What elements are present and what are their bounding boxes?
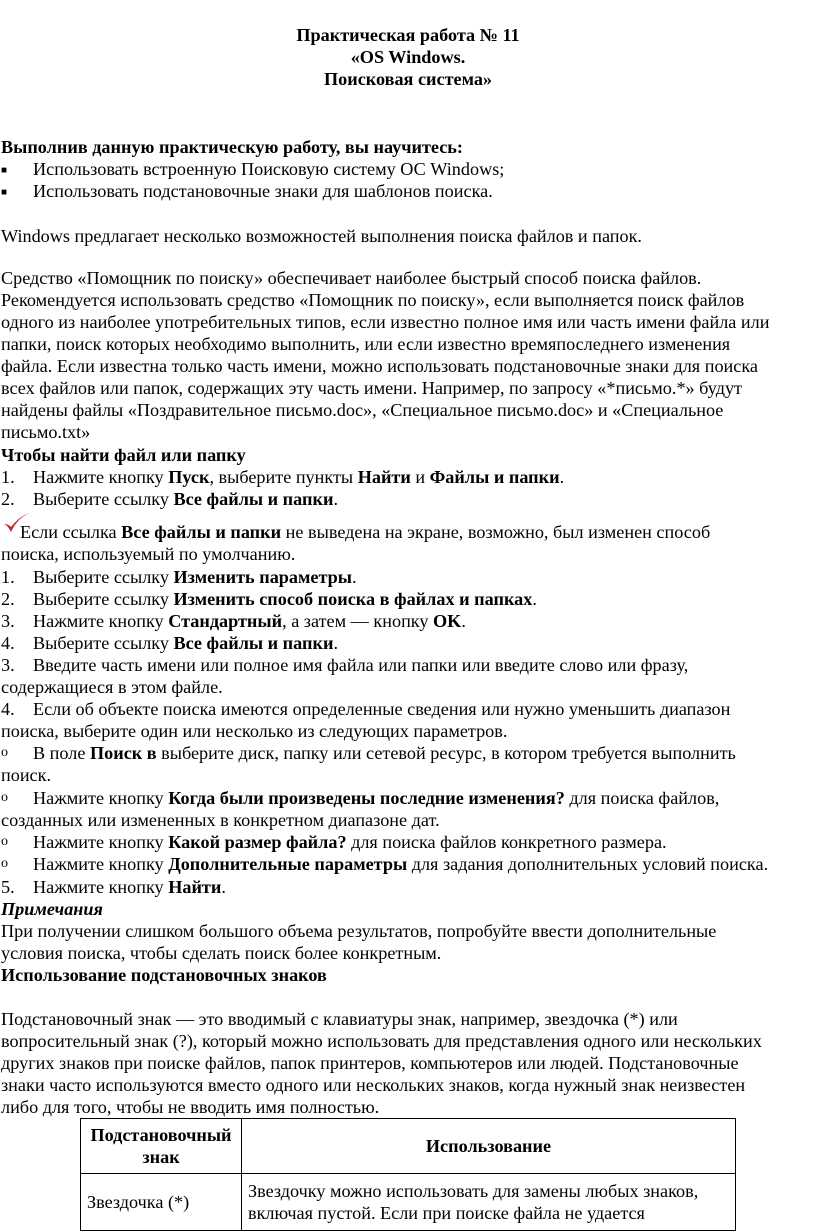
wildcards-line: знаки часто используются вместо одного или нескольких знаков, когда нужный знак неизвестен (1, 1075, 746, 1095)
enter-name-step-cont: содержащиеся в этом файле. (1, 677, 223, 697)
option-marker: o (1, 790, 8, 805)
paragraph-line: папки, поиск которых необходимо выполнить, или если известно времяпоследнего изменения (1, 334, 731, 354)
step-number: 3. (1, 611, 15, 631)
paragraph-line: одного из наиболее употребительных типов, если известно полное имя или часть имени файла или (1, 312, 770, 332)
change-step: Нажмите кнопку Стандартный, а затем — кнопку OK. (33, 611, 466, 631)
change-step: Выберите ссылку Изменить способ поиска в файлах и папках. (33, 589, 537, 609)
step-number: 4. (1, 633, 15, 653)
paragraph-line: всех файлов или папок, содержащих эту часть имени. Например, по запросу «*письмо.*» будут (1, 378, 742, 398)
step-number: 1. (1, 567, 15, 587)
option-marker: o (1, 745, 8, 760)
step-number: 2. (1, 589, 15, 609)
find-step-2: Выберите ссылку Все файлы и папки. (33, 489, 338, 509)
title-line-3: Поисковая система» (323, 69, 493, 89)
note-line-2: поиска, используемый по умолчанию. (1, 544, 296, 564)
option-item-cont: поиск. (1, 765, 52, 785)
option-marker: o (1, 834, 8, 849)
table-cell: Звездочка (*) (81, 1174, 242, 1231)
paragraph-line: письмо.txt» (1, 422, 91, 442)
find-heading: Чтобы найти файл или папку (1, 445, 246, 465)
notes-heading: Примечания (1, 899, 103, 919)
find-button-step: Нажмите кнопку Найти. (33, 877, 226, 897)
title-line-1: Практическая работа № 11 (296, 25, 520, 45)
option-item: Нажмите кнопку Дополнительные параметры для задания дополнительных условий поиска. (33, 854, 769, 874)
wildcards-line: вопросительный знак (?), который можно использовать для представления одного или нескольких (1, 1031, 762, 1051)
wildcards-heading: Использование подстановочных знаков (1, 965, 327, 985)
table-header-cell: Использование (242, 1119, 736, 1174)
option-item: Нажмите кнопку Какой размер файла? для поиска файлов конкретного размера. (33, 832, 667, 852)
wildcards-table (80, 1118, 736, 1231)
table-header-row (81, 1119, 736, 1174)
step-number: 2. (1, 489, 15, 509)
table-cell: Звездочку можно использовать для замены любых знаков, включая пустой. Если при поиске файла не удается (242, 1174, 736, 1231)
option-item-cont: созданных или измененных в конкретном диапазоне дат. (1, 810, 440, 830)
option-marker: o (1, 856, 8, 871)
wildcards-line: других знаков при поиске файлов, папок принтеров, компьютеров или людей. Подстановочные (1, 1053, 739, 1073)
table-header-cell: Подстановочный знак (81, 1119, 242, 1174)
find-step-1: Нажмите кнопку Пуск, выберите пункты Найти и Файлы и папки. (33, 467, 565, 487)
change-step: Выберите ссылку Все файлы и папки. (33, 633, 338, 653)
step-number: 5. (1, 877, 15, 897)
notes-line: условия поиска, чтобы сделать поиск более конкретным. (1, 943, 442, 963)
paragraph-windows: Windows предлагает несколько возможностей выполнения поиска файлов и папок. (1, 226, 642, 246)
step-number: 4. (1, 699, 15, 719)
narrow-search-step: Если об объекте поиска имеются определенные сведения или нужно уменьшить диапазон (33, 699, 731, 719)
intro-heading: Выполнив данную практическую работу, вы научитесь: (1, 137, 463, 157)
option-item: Нажмите кнопку Когда были произведены последние изменения? для поиска файлов, (33, 788, 720, 808)
bullet-icon: ■ (1, 187, 8, 198)
notes-line: При получении слишком большого объема результатов, попробуйте ввести дополнительные (1, 921, 717, 941)
wildcards-line: либо для того, чтобы не вводить имя полностью. (1, 1097, 380, 1117)
option-item: В поле Поиск в выберите диск, папку или сетевой ресурс, в котором требуется выполнить (33, 743, 736, 763)
wildcards-line: Подстановочный знак — это вводимый с клавиатуры знак, например, звездочка (*) или (1, 1009, 678, 1029)
table-row (81, 1174, 736, 1231)
step-number: 1. (1, 467, 15, 487)
bullet-icon: ■ (1, 165, 8, 176)
change-step: Выберите ссылку Изменить параметры. (33, 567, 357, 587)
paragraph-line: Рекомендуется использовать средство «Помощник по поиску», если выполняется поиск файлов (1, 290, 745, 310)
title-line-2: «OS Windows. (350, 47, 466, 67)
paragraph-line: файла. Если известна только часть имени, можно использовать подстановочные знаки для поиска (1, 356, 758, 376)
note-line-1: Если ссылка Все файлы и папки не выведена на экране, возможно, был изменен способ (20, 522, 711, 542)
step-number: 3. (1, 655, 15, 675)
paragraph-line: Средство «Помощник по поиску» обеспечивает наиболее быстрый способ поиска файлов. (1, 268, 702, 288)
intro-bullet: Использовать подстановочные знаки для шаблонов поиска. (33, 181, 493, 201)
intro-bullet: Использовать встроенную Поисковую систему ОС Windows; (33, 159, 505, 179)
paragraph-line: найдены файлы «Поздравительное письмо.doc», «Специальное письмо.doc» и «Специальное (1, 400, 724, 420)
enter-name-step: Введите часть имени или полное имя файла или папки или введите слово или фразу, (33, 655, 689, 675)
narrow-search-step-cont: поиска, выберите один или несколько из следующих параметров. (1, 721, 508, 741)
